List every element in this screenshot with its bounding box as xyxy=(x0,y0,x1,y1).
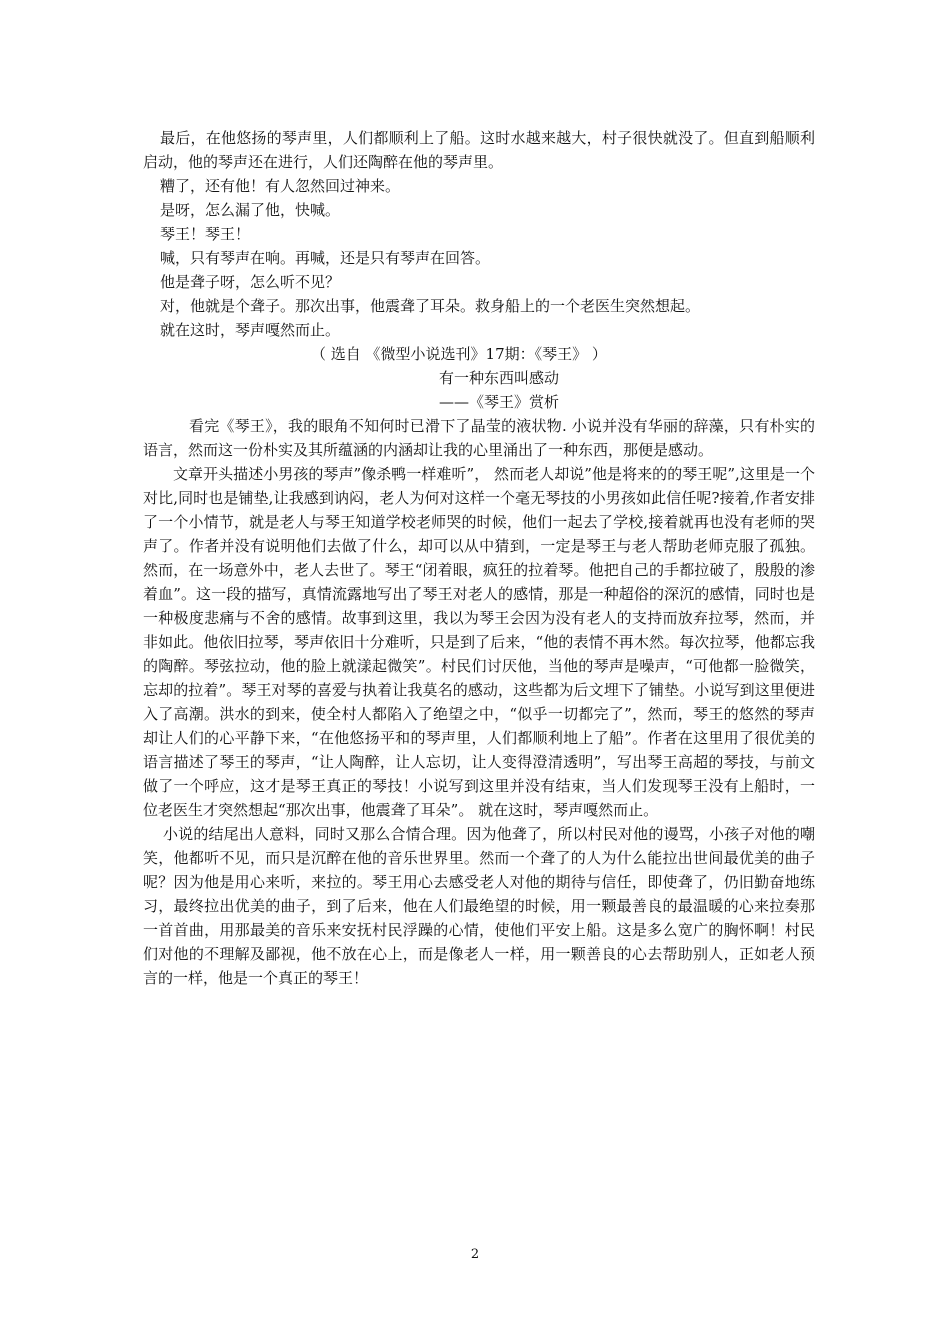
essay-subtitle: ——《琴王》赏析 xyxy=(438,393,559,411)
source-citation: （ 选自 《微型小说选刊》17期：《琴王》 ） xyxy=(311,345,607,363)
story-paragraph: 琴王！琴王！ xyxy=(160,225,251,243)
story-paragraph: 就在这时，琴声嘎然而止。 xyxy=(160,321,341,339)
document-body xyxy=(143,126,815,990)
story-paragraph: 是呀，怎么漏了他，快喊。 xyxy=(160,201,341,219)
story-paragraph: 对，他就是个聋子。那次出事，他震聋了耳朵。救身船上的一个老医生突然想起。 xyxy=(160,297,701,315)
page-number: 2 xyxy=(470,1247,480,1262)
story-paragraph: 糟了，还有他！有人忽然回过神来。 xyxy=(160,177,401,195)
essay-paragraph: 看完《琴王》，我的眼角不知何时已滑下了晶莹的液状物. 小说并没有华丽的辞藻，只有朴实的语言，然而这一份朴实及其所蕴涵的内涵却让我的心里涌出了一种东西，那便是感动。 xyxy=(143,417,815,459)
essay-paragraph: 小说的结尾出人意料，同时又那么合情合理。因为他聋了，所以村民对他的谩骂，小孩子对他的嘲笑，他都听不见，而只是沉醉在他的音乐世界里。然而一个聋了的人为什么能拉出世间最优美的曲子呢？因为他是用心来听，来拉的。琴王用心去感受老人对他的期待与信任，即使聋了，仍旧勤奋地练习，最终拉出优美的曲子，到了后来，他在人们最绝望的时候，用一颗最善良的最温暖的心来拉奏那一首首曲，用那最美的音乐来安抚村民浮躁的心情，使他们平安上船。这是多么宽广的胸怀啊！村民们对他的不理解及鄙视，他不放在心上，而是像老人一样，用一颗善良的心去帮助别人，正如老人预言的一样，他是一个真正的琴王！ xyxy=(143,825,815,987)
essay-title: 有一种东西叫感动 xyxy=(438,369,559,387)
essay-paragraph: 文章开头描述小男孩的琴声”像杀鸭一样难听”， 然而老人却说”他是将来的的琴王呢”,这里是一个对比,同时也是铺垫,让我感到讷闷，老人为何对这样一个毫无琴技的小男孩如此信任呢?接着,作者安排了一个小情节，就是老人与琴王知道学校老师哭的时候，他们一起去了学校,接着就再也没有老师的哭声了。作者并没有说明他们去做了什么，却可以从中猜到，一定是琴王与老人帮助老师克服了孤独。然而，在一场意外中，老人去世了。琴王“闭着眼，疯狂的拉着琴。他把自己的手都拉破了，殷殷的渗着血”。这一段的描写，真情流露地写出了琴王对老人的感情，那是一种超俗的深沉的感情，同时也是一种极度悲痛与不舍的感情。故事到这里，我以为琴王会因为没有老人的支持而放弃拉琴，然而，并非如此。他依旧拉琴，琴声依旧十分难听，只是到了后来，“他的表情不再木然。每次拉琴，他都忘我的陶醉。琴弦拉动，他的脸上就漾起微笑”。村民们讨厌他，当他的琴声是噪声，“可他都一脸微笑，忘却的拉着”。琴王对琴的喜爱与执着让我莫名的感动，这些都为后文埋下了铺垫。小说写到这里便进入了高潮。洪水的到来，使全村人都陷入了绝望之中，“似乎一切都完了”，然而，琴王的悠然的琴声却让人们的心平静下来，“在他悠扬平和的琴声里，人们都顺利地上了船”。作者在这里用了很优美的语言描述了琴王的琴声，“让人陶醉，让人忘切，让人变得澄清透明”，写出琴王高超的琴技，与前文做了一个呼应，这才是琴王真正的琴技！小说写到这里并没有结束，当人们发现琴王没有上船时，一位老医生才突然想起“那次出事，他震聋了耳朵”。 就在这时，琴声嘎然而止。 xyxy=(143,465,815,819)
story-paragraph: 喊，只有琴声在响。再喊，还是只有琴声在回答。 xyxy=(160,249,491,267)
story-paragraph: 他是聋子呀，怎么听不见？ xyxy=(160,273,341,291)
story-paragraph: 最后，在他悠扬的琴声里，人们都顺利上了船。这时水越来越大，村子很快就没了。但直到船顺利启动，他的琴声还在进行，人们还陶醉在他的琴声里。 xyxy=(143,129,815,171)
